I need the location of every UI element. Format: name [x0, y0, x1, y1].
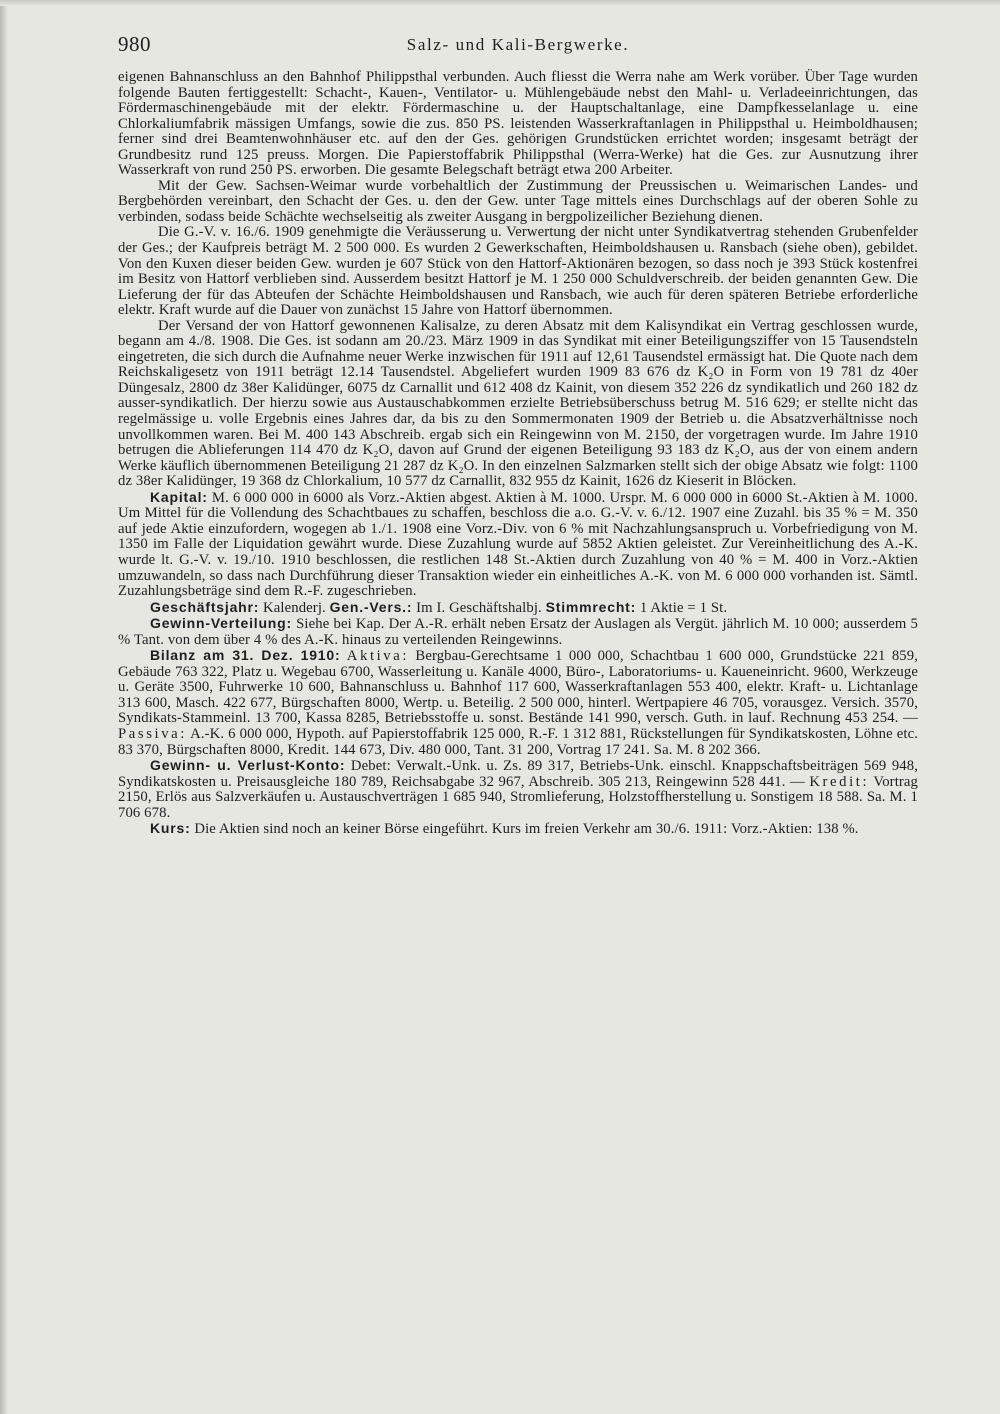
gen-vers-text: Im I. Geschäftshalbj.: [416, 599, 542, 616]
kredit-text: Vortrag 2150, Erlös aus Salzverkäufen u. Austauschverträgen 1 685 940, Stromlieferung, Holzstoffherstellung u. Sonstigem 18 588. Sa. M. 1 706 678.: [118, 773, 919, 821]
passiva-label: Passiva:: [118, 725, 187, 742]
scan-shadow-left: [0, 0, 8, 1414]
debet-text: Debet: Verwalt.-Unk. u. Zs. 89 317, Betriebs-Unk. einschl. Knappschaftsbeiträgen 569 948, Syndikatskosten u. Preisausgleiche 180 789, Reichsabgabe 32 967, Abschreib. 305 213, Reingewinn 528 441. —: [118, 758, 918, 790]
paragraph-versand: Der Versand der von Hattorf gewonnenen Kalisalze, zu deren Absatz mit dem Kalisyndikat ein Vertrag geschlossen wurde, begann am 4./8. 1908. Die Ges. ist sodann am 20./23. März 1909 in das Syndikat mit einer Beteiligungsziffer von 15 Tausendsteln eingetreten, die sich durch die Aufnahme neuer Werke inzwischen für 1911 auf 12,61 Tausendstel ermässigt hat. Die Quote nach dem Reichskaligesetz von 1911 beträgt 12.14 Tausendstel. Abgeliefert wurden 1909 83 676 dz K₂O in Form von 19 781 dz 40er Düngesalz, 2800 dz 38er Kalidünger, 6075 dz Carnallit und 612 408 dz Kainit, von diesem 352 226 dz syndikatlich und 260 182 dz ausser-syndikatlich. Der hierzu sowie aus Austauschabkommen erzielte Betriebsüberschuss betrug M. 516 629; er stellte nicht das regelmässige u. volle Ergebnis eines Jahres dar, da bis zu den Sommermonaten 1909 der Betrieb u. die Absatzverhältnisse noch unvollkommen waren. Bei M. 400 143 Abschreib. ergab sich ein Reingewinn von M. 2150, der vorgetragen wurde. Im Jahre 1910 betrugen die Ablieferungen 114 470 dz K₂O, davon auf Grund der eigenen Beteiligung 93 183 dz K₂O, aus der von einem andern Werke käuflich übernommenen Beteiligung 21 287 dz K₂O. In den einzelnen Salzmarken stellt sich der obige Absatz wie folgt: 1100 dz 38er Kalidünger, 19 368 dz Chlorkalium, 10 577 dz Carnallit, 832 955 dz Kainit, 1626 dz Kieserit in Blöcken.: [118, 317, 918, 490]
geschaeftsjahr-label: Geschäftsjahr:: [150, 598, 260, 615]
bilanz-label: Bilanz am 31. Dez. 1910:: [150, 647, 341, 664]
paragraph-gv-1909: Die G.-V. v. 16./6. 1909 genehmigte die Veräusserung u. Verwertung der nicht unter Syndikatvertrag stehenden Grubenfelder der Ges.; der Kaufpreis beträgt M. 2 500 000. Es wurden 2 Gewerkschaften, Heimboldshausen u. Ransbach (siehe oben), gebildet. Von den Kuxen dieser beiden Gew. wurden je 607 Stück von den Hattorf-Aktionären bezogen, so dass noch je 393 Stück kostenfrei im Besitz von Hattorf verblieben sind. Ausserdem besitzt Hattorf je M. 1 250 000 Schuldverschreib. der beiden genannten Gew. Die Lieferung der für das Abteufen der Schächte Heimboldshausen und Ransbach, wie auch für deren späteren Betriebe erforderliche elektr. Kraft wurde auf die Dauer von zunächst 15 Jahre von Hattorf übernommen.: [118, 224, 918, 319]
gewinn-verteilung-text: Siehe bei Kap. Der A.-R. erhält neben Ersatz der Auslagen als Vergüt. jährlich M. 10 000; ausserdem 5 % Tant. von dem über 4 % des A.-K. hinaus zu verteilenden Reingewinns.: [118, 616, 918, 648]
section-kapital: [118, 490, 918, 600]
geschaeftsjahr-text: Kalenderj.: [263, 599, 326, 616]
kurs-text: Die Aktien sind noch an keiner Börse eingeführt. Kurs im freien Verkehr am 30./6. 1911: Vorz.-Aktien: 138 %.: [194, 821, 859, 838]
kredit-label: Kredit:: [809, 773, 870, 790]
kurs-label: Kurs:: [150, 820, 191, 837]
kapital-label: Kapital:: [150, 488, 208, 505]
aktiva-label: Aktiva:: [346, 648, 410, 665]
aktiva-text: Bergbau-Gerechtsame 1 000 000, Schachtbau 1 600 000, Grundstücke 221 859, Gebäude 763 322, Platz u. Wegebau 6700, Wasserleitung u. Kanäle 4000, Büro-, Laboratoriums- u. Kaueneinricht. 9600, Werkzeuge u. Geräte 3500, Fuhrwerke 10 600, Bahnanschluss u. Bahnhof 117 600, Wasserkraftanlagen 553 400, elektr. Kraft- u. Lichtanlage 313 600, Masch. 422 677, Bürgschaften 8000, Wertp. u. Beteilig. 2 500 000, hinterl. Wertpapiere 46 705, vorausgez. Versich. 3570, Syndikats-Stammeinl. 13 700, Kassa 8285, Betriebsstoffe u. sonst. Bestände 141 990, versch. Guth. in lauf. Rechnung 453 254. —: [118, 648, 918, 727]
gewinn-verteilung-label: Gewinn-Verteilung:: [150, 615, 292, 632]
passiva-text: A.-K. 6 000 000, Hypoth. auf Papierstoffabrik 125 000, R.-F. 1 312 881, Rückstellungen für Syndikatskosten, Löhne etc. 83 370, Bürgschaften 8000, Kredit. 144 673, Div. 480 000, Tant. 31 200, Vortrag 17 241. Sa. M. 8 202 366.: [118, 725, 919, 758]
page-body: [118, 70, 918, 838]
kapital-text: M. 6 000 000 in 6000 als Vorz.-Aktien abgest. Aktien à M. 1000. Urspr. M. 6 000 000 in 6000 St.-Aktien à M. 1000. Um Mittel für die Vollendung des Schachtbaues zu schaffen, beschloss die a.o. G.-V. v. 6./12. 1907 eine Zuzahl. bis 35 % = M. 350 auf jede Aktie einzufordern, wogegen ab 1./1. 1908 eine Vorz.-Div. von 6 % mit Nachzahlungsanspruch u. Vorbefriedigung von M. 1350 im Falle der Liquidation gewährt wurde. Diese Zuzahlung wurde auf 5852 Aktien geleistet. Zur Vereinheitlichung des A.-K. wurde lt. G.-V. v. 19./10. 1910 beschlossen, die restlichen 148 St.-Aktien durch Zuzahlung von 40 % = M. 400 in Vorz.-Aktien umzuwandeln, so dass nach Durchführung dieser Transaktion wieder ein einheitliches A.-K. von M. 6 000 000 vorhanden ist. Sämtl. Zuzahlungsbeträge sind dem R.-F. zugeschrieben.: [118, 489, 918, 600]
section-gewinn-verteilung: [118, 616, 918, 648]
section-geschaeftsjahr: [118, 600, 918, 617]
section-bilanz: [118, 648, 918, 758]
page-number: 980: [118, 32, 151, 56]
gen-vers-label: Gen.-Vers.:: [329, 598, 413, 615]
stimmrecht-label: Stimmrecht:: [545, 598, 637, 615]
section-kurs: [118, 821, 918, 838]
stimmrecht-text: 1 Aktie = 1 St.: [639, 599, 728, 616]
page-header: [118, 32, 918, 58]
section-gewinn-verlust: [118, 758, 918, 821]
gewinn-verlust-label: Gewinn- u. Verlust-Konto:: [150, 757, 346, 774]
paragraph-facilities: eigenen Bahnanschluss an den Bahnhof Philippsthal verbunden. Auch fliesst die Werra nahe am Werk vorüber. Über Tage wurden folgende Bauten fertiggestellt: Schacht-, Kauen-, Ventilator- u. Mühlengebäude nebst den Mahl- u. Verladeeinrichtungen, das Fördermaschinengebäude mit der elektr. Fördermaschine u. der Hauptschaltanlage, eine Dampfkesselanlage u. eine Chlorkaliumfabrik mässigen Umfangs, sowie die zus. 850 PS. leistenden Wasserkraftanlagen in Philippsthal u. Heimboldhausen; ferner sind drei Beamtenwohnhäuser etc. auf den der Ges. gehörigen Grundstücken errichtet worden; insgesamt beträgt der Grundbesitz rund 125 preuss. Morgen. Die Papierstoffabrik Philippsthal (Werra-Werke) hat die Ges. zur Ausnutzung ihrer Wasserkraft von rund 250 PS. erworben. Die gesamte Belegschaft beträgt etwa 200 Arbeiter.: [118, 69, 918, 179]
scan-shadow-top: [0, 0, 1000, 6]
running-title: Salz- und Kali-Bergwerke.: [406, 35, 630, 54]
paragraph-sachsen-weimar: Mit der Gew. Sachsen-Weimar wurde vorbehaltlich der Zustimmung der Preussischen u. Weimarischen Landes- und Bergbehörden vereinbart, den Schacht der Ges. u. den der Gew. unter Tage mittels eines Durchschlags auf der oberen Sohle zu verbinden, sodass beide Schächte wechselseitig als zweiter Ausgang in bergpolizeilicher Beziehung dienen.: [118, 177, 918, 225]
